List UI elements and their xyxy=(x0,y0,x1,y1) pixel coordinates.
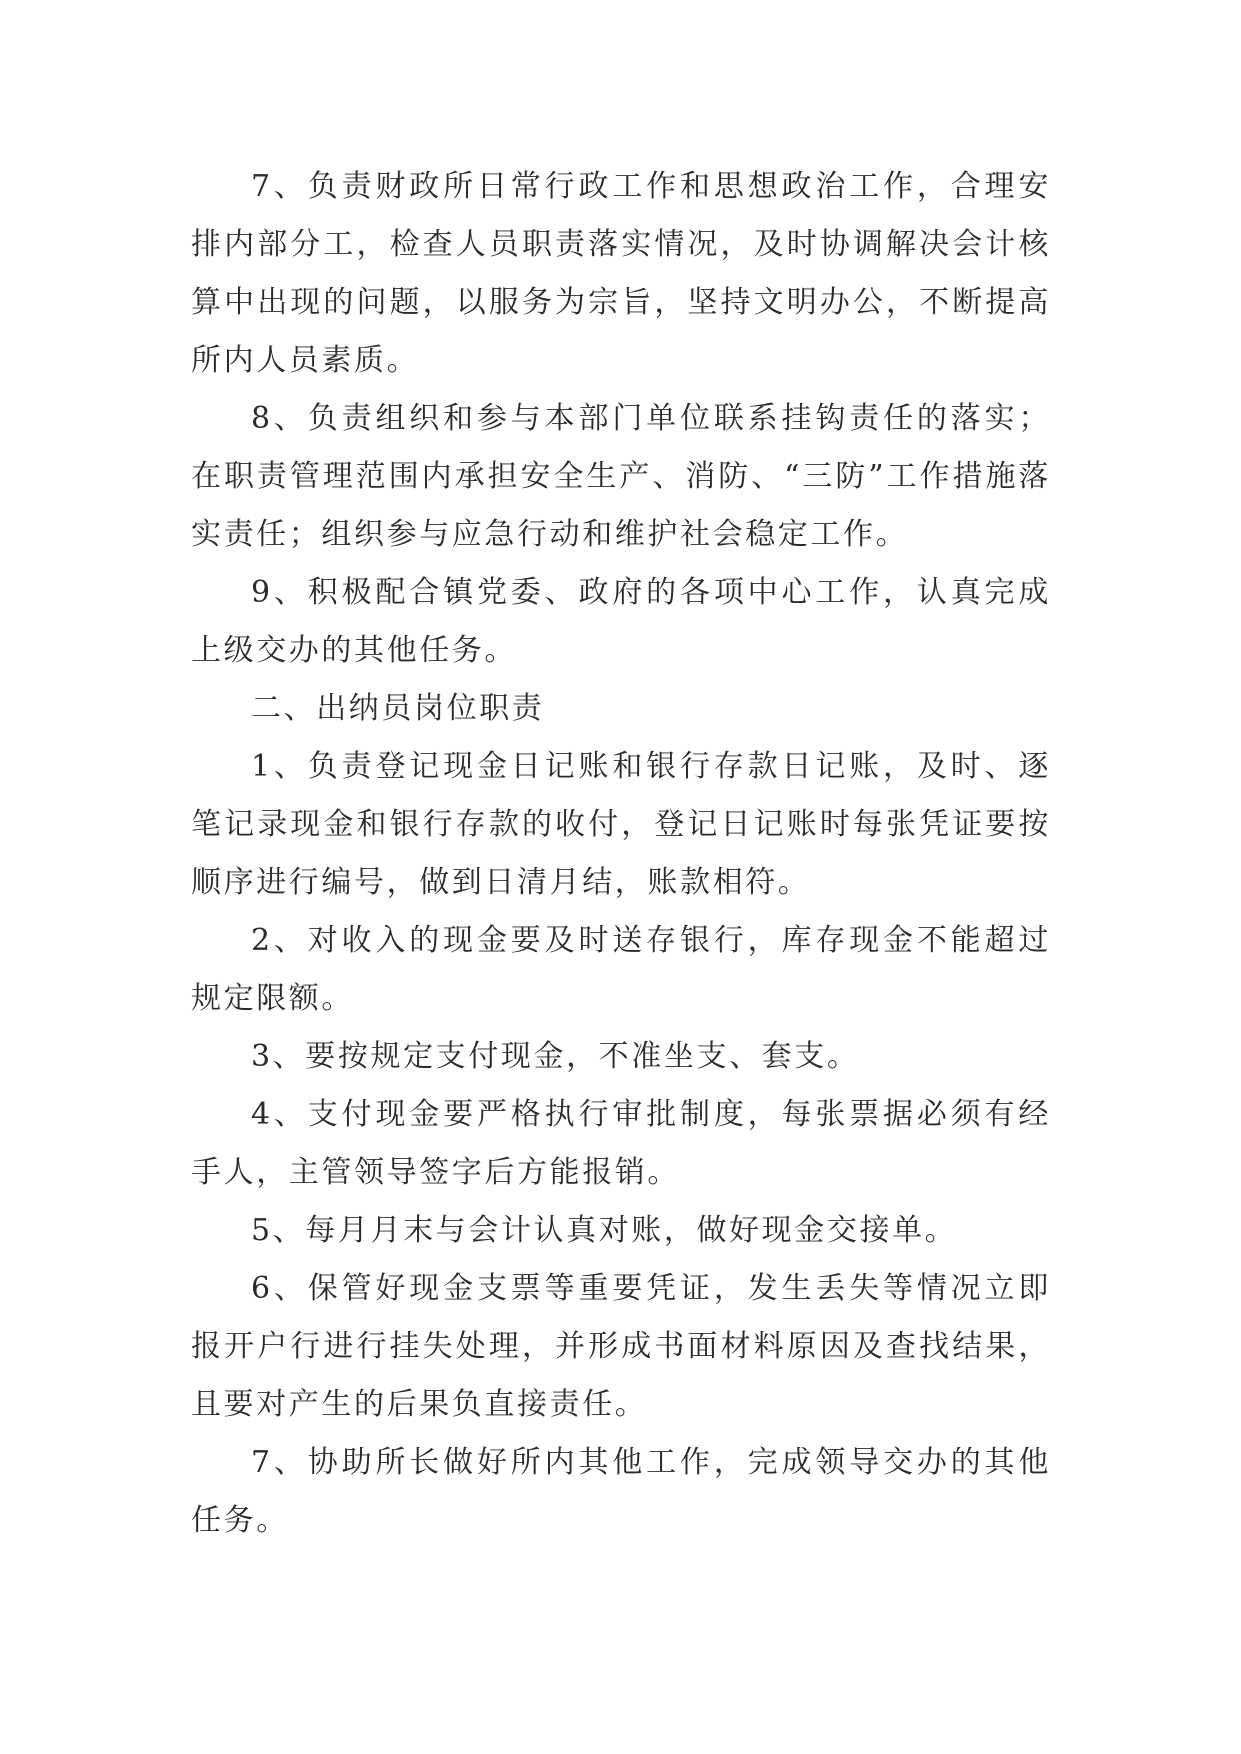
paragraph-cashier-3: 3、要按规定支付现金，不准坐支、套支。 xyxy=(251,1039,860,1074)
paragraph-item-8-responsibility: 8、负责组织和参与本部门单位联系挂钩责任的落实；在职责管理范围内承担安全生产、消防、“三防”工作措施落实责任；组织参与应急行动和维护社会稳定工作。 xyxy=(191,401,1051,552)
paragraph-item-7-admin: 7、负责财政所日常行政工作和思想政治工作，合理安排内部分工，检查人员职责落实情况，及时协调解决会计核算中出现的问题，以服务为宗旨，坚持文明办公，不断提高所内人员素质。 xyxy=(191,169,1051,378)
paragraph-cashier-6: 6、保管好现金支票等重要凭证，发生丢失等情况立即报开户行进行挂失处理，并形成书面材料原因及查找结果，且要对产生的后果负直接责任。 xyxy=(191,1271,1051,1422)
section-heading-cashier: 二、出纳员岗位职责 xyxy=(251,691,545,726)
paragraph-cashier-4: 4、支付现金要严格执行审批制度，每张票据必须有经手人，主管领导签字后方能报销。 xyxy=(191,1097,1051,1190)
paragraph-item-9-cooperation: 9、积极配合镇党委、政府的各项中心工作，认真完成上级交办的其他任务。 xyxy=(191,575,1051,668)
paragraph-cashier-1: 1、负责登记现金日记账和银行存款日记账，及时、逐笔记录现金和银行存款的收付，登记日记账时每张凭证要按顺序进行编号，做到日清月结，账款相符。 xyxy=(191,749,1051,900)
document-body xyxy=(191,158,1051,1550)
paragraph-cashier-2: 2、对收入的现金要及时送存银行，库存现金不能超过规定限额。 xyxy=(191,923,1051,1016)
paragraph-cashier-7: 7、协助所长做好所内其他工作，完成领导交办的其他任务。 xyxy=(191,1445,1051,1538)
paragraph-cashier-5: 5、每月月末与会计认真对账，做好现金交接单。 xyxy=(251,1213,958,1248)
